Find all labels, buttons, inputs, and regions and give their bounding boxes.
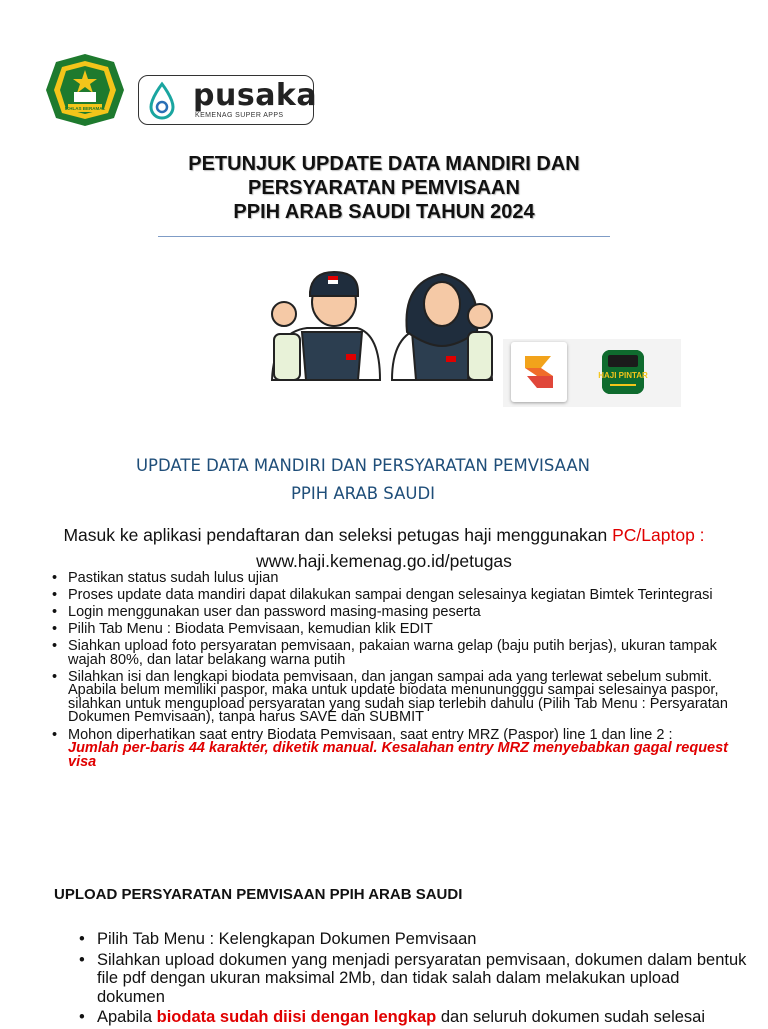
- kemenag-logo: [44, 52, 126, 128]
- list-item: • Silahkan isi dan lengkapi biodata pemvisaan, dan jangan sampai ada yang terlewat sebelum submit. Apabila belum memiliki paspor, maka untuk update biodata menunungggu sampai selesainya paspor, silahkan untuk mengupload persyaratan yang sudah siap terlebih dahulu (Pilih Tab Menu : Persyaratan Dokumen Pemvisaan), tanpa harus SAVE dan SUBMIT: [50, 671, 750, 725]
- subheading-line-2: PPIH ARAB SAUDI: [290, 484, 436, 503]
- intro-highlight: PC/Laptop :: [612, 525, 705, 545]
- page-title: [100, 152, 668, 224]
- s-app-icon: [511, 342, 567, 402]
- list-item: • Silahkan upload dokumen yang menjadi persyaratan pemvisaan, dokumen dalam bentuk file pdf dengan ukuran maksimal 2Mb, dan tidak salah dalam melakukan upload dokumen: [76, 951, 748, 1007]
- title-line-1: PETUNJUK UPDATE DATA MANDIRI DAN: [188, 153, 580, 175]
- subheading-line-1: UPDATE DATA MANDIRI DAN PERSYARATAN PEMVISAAN: [135, 456, 591, 475]
- officers-illustration: [262, 262, 502, 382]
- section2-heading: UPLOAD PERSYARATAN PEMVISAAN PPIH ARAB SAUDI: [54, 886, 463, 903]
- list-item: • Pilih Tab Menu : Kelengkapan Dokumen Pemvisaan: [76, 930, 748, 949]
- list-item: [76, 1008, 748, 1027]
- title-line-3: PPIH ARAB SAUDI TAHUN 2024: [233, 201, 535, 223]
- intro-url[interactable]: www.haji.kemenag.go.id/petugas: [256, 551, 512, 571]
- list-item-text: Mohon diperhatikan saat entry Biodata Pemvisaan, saat entry MRZ (Paspor) line 1 dan line 2 :: [68, 726, 673, 743]
- upload-steps-list: [76, 930, 748, 1029]
- logo-motto: IKHLAS BERAMAL: [64, 106, 106, 111]
- section-subheading: [0, 452, 726, 508]
- list-item: • Pilih Tab Menu : Biodata Pemvisaan, kemudian klik EDIT: [50, 623, 750, 637]
- list-item-text: dan seluruh dokumen sudah selesai: [436, 1008, 706, 1026]
- steps-list: [50, 572, 750, 773]
- list-item: [50, 726, 750, 770]
- list-item: • Proses update data mandiri dapat dilakukan sampai dengan selesainya kegiatan Bimtek Terintegrasi: [50, 589, 750, 603]
- list-item: • Login menggunakan user dan password masing-masing peserta: [50, 606, 750, 620]
- brand-name: pusaka: [193, 78, 318, 113]
- title-line-2: PERSYARATAN PEMVISAAN: [248, 177, 520, 199]
- list-item: • Pastikan status sudah lulus ujian: [50, 572, 750, 586]
- intro-paragraph: [0, 522, 768, 574]
- title-divider: [158, 236, 610, 237]
- intro-text: Masuk ke aplikasi pendaftaran dan seleksi petugas haji menggunakan: [63, 525, 613, 545]
- haji-pintar-label: HAJI PINTAR: [598, 371, 648, 380]
- pusaka-brand: [138, 75, 318, 125]
- list-item: • Siahkan upload foto persyaratan pemvisaan, pakaian warna gelap (baju putih berjas), ukuran tampak wajah 80%, dan latar belakang warna putih: [50, 640, 750, 667]
- list-item-red: biodata sudah diisi dengan lengkap: [156, 1008, 437, 1026]
- mrz-warning: Jumlah per-baris 44 karakter, diketik manual. Kesalahan entry MRZ menyebabkan gagal request visa: [68, 740, 729, 770]
- list-item-text: Apabila: [97, 1008, 157, 1026]
- drop-icon: [147, 82, 177, 120]
- brand-tagline: KEMENAG SUPER APPS: [195, 112, 284, 119]
- haji-pintar-icon: [598, 350, 648, 394]
